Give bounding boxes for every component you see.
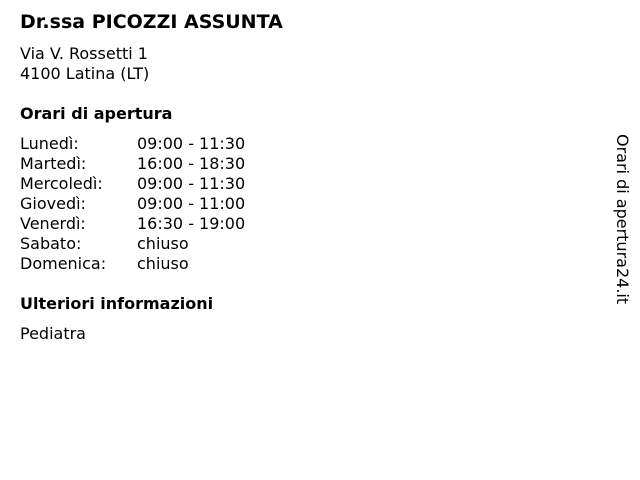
address-block bbox=[20, 44, 149, 84]
more-info-heading: Ulteriori informazioni bbox=[20, 294, 214, 313]
hours-day: Sabato: bbox=[20, 234, 82, 253]
hours-row-friday bbox=[20, 214, 320, 234]
hours-time: 16:30 - 19:00 bbox=[137, 214, 246, 233]
hours-day: Domenica: bbox=[20, 254, 107, 273]
hours-day: Lunedì: bbox=[20, 134, 79, 153]
hours-day: Mercoledì: bbox=[20, 174, 103, 193]
hours-time: 09:00 - 11:30 bbox=[137, 134, 246, 153]
hours-day: Venerdì: bbox=[20, 214, 86, 233]
address-street: Via V. Rossetti 1 bbox=[20, 44, 148, 63]
hours-day: Giovedì: bbox=[20, 194, 86, 213]
hours-row-thursday bbox=[20, 194, 320, 214]
address-city: 4100 Latina (LT) bbox=[20, 64, 150, 83]
hours-row-wednesday bbox=[20, 174, 320, 194]
hours-time: 09:00 - 11:30 bbox=[137, 174, 246, 193]
hours-time: 16:00 - 18:30 bbox=[137, 154, 246, 173]
site-watermark: Orari di apertura24.it bbox=[613, 134, 632, 305]
hours-row-monday bbox=[20, 134, 320, 154]
hours-row-sunday bbox=[20, 254, 320, 274]
hours-day: Martedì: bbox=[20, 154, 87, 173]
hours-row-tuesday bbox=[20, 154, 320, 174]
more-info-text: Pediatra bbox=[20, 324, 86, 343]
hours-row-saturday bbox=[20, 234, 320, 254]
hours-time: chiuso bbox=[137, 234, 189, 253]
hours-time: 09:00 - 11:00 bbox=[137, 194, 246, 213]
hours-time: chiuso bbox=[137, 254, 189, 273]
page-title: Dr.ssa PICOZZI ASSUNTA bbox=[20, 11, 283, 33]
opening-hours-table bbox=[20, 134, 320, 274]
opening-hours-heading: Orari di apertura bbox=[20, 104, 173, 123]
